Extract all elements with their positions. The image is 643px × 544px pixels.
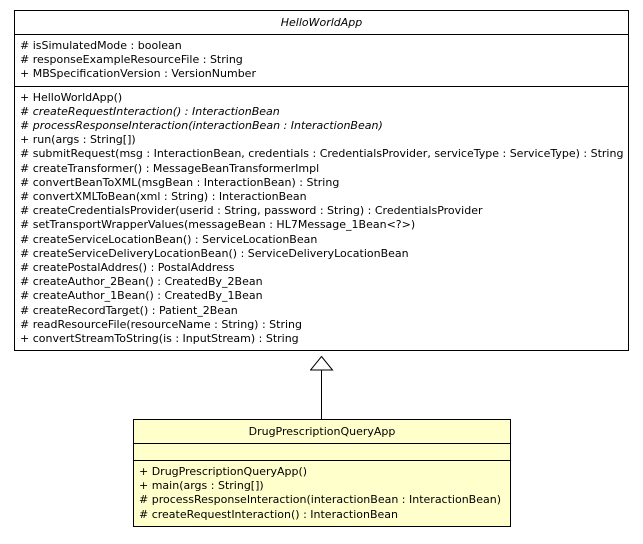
attributes-compartment-hello-world-app bbox=[15, 35, 628, 87]
operation-item: # processResponseInteraction(interactionBean : InteractionBean) bbox=[139, 493, 501, 507]
operation-item: # createTransformer() : MessageBeanTransformerImpl bbox=[20, 161, 320, 175]
operation-item: + main(args : String[]) bbox=[139, 479, 264, 493]
attributes-compartment-drug-prescription-query-app bbox=[134, 444, 510, 461]
attribute-item: + MBSpecificationVersion : VersionNumber bbox=[20, 67, 256, 81]
operation-item: # createCredentialsProvider(userid : String, password : String) : CredentialsProvider bbox=[20, 204, 483, 218]
operation-item: # submitRequest(msg : InteractionBean, credentials : CredentialsProvider, serviceType : ServiceType) : String bbox=[20, 147, 624, 161]
operation-item: # createRecordTarget() : Patient_2Bean bbox=[20, 303, 238, 317]
generalization-line bbox=[321, 370, 322, 420]
operation-item: # createServiceDeliveryLocationBean() : ServiceDeliveryLocationBean bbox=[20, 246, 409, 260]
class-name-drug-prescription-query-app: DrugPrescriptionQueryApp bbox=[134, 420, 510, 444]
operation-item: # createAuthor_2Bean() : CreatedBy_2Bean bbox=[20, 275, 263, 289]
operation-item: # setTransportWrapperValues(messageBean : HL7Message_1Bean<?>) bbox=[20, 218, 416, 232]
operation-item: # processResponseInteraction(interactionBean : InteractionBean) bbox=[20, 119, 383, 133]
operation-item: + DrugPrescriptionQueryApp() bbox=[139, 465, 308, 478]
operation-item: # createPostalAddres() : PostalAddress bbox=[20, 261, 235, 275]
class-box-hello-world-app[interactable] bbox=[14, 10, 629, 351]
operation-item: + run(args : String[]) bbox=[20, 133, 136, 147]
operation-item: # convertXMLToBean(xml : String) : InteractionBean bbox=[20, 190, 307, 204]
operation-item: # createRequestInteraction() : InteractionBean bbox=[139, 507, 398, 521]
class-box-drug-prescription-query-app[interactable] bbox=[133, 419, 511, 527]
operation-item: # createServiceLocationBean() : ServiceLocationBean bbox=[20, 232, 318, 246]
operation-item: # createAuthor_1Bean() : CreatedBy_1Bean bbox=[20, 289, 263, 303]
operation-item: + convertStreamToString(is : InputStream) : String bbox=[20, 332, 299, 346]
operations-compartment-drug-prescription-query-app bbox=[134, 461, 510, 526]
operation-item: + HelloWorldApp() bbox=[20, 90, 123, 104]
operation-item: # convertBeanToXML(msgBean : InteractionBean) : String bbox=[20, 175, 340, 189]
operation-item: # readResourceFile(resourceName : String) : String bbox=[20, 317, 303, 331]
generalization-arrow bbox=[310, 356, 334, 420]
generalization-triangle-icon bbox=[310, 356, 334, 371]
operations-compartment-hello-world-app bbox=[15, 87, 628, 351]
attribute-item: # isSimulatedMode : boolean bbox=[20, 39, 182, 52]
operation-item: # createRequestInteraction() : InteractionBean bbox=[20, 104, 280, 118]
class-name-hello-world-app: HelloWorldApp bbox=[15, 11, 628, 35]
attribute-item: # responseExampleResourceFile : String bbox=[20, 53, 243, 67]
